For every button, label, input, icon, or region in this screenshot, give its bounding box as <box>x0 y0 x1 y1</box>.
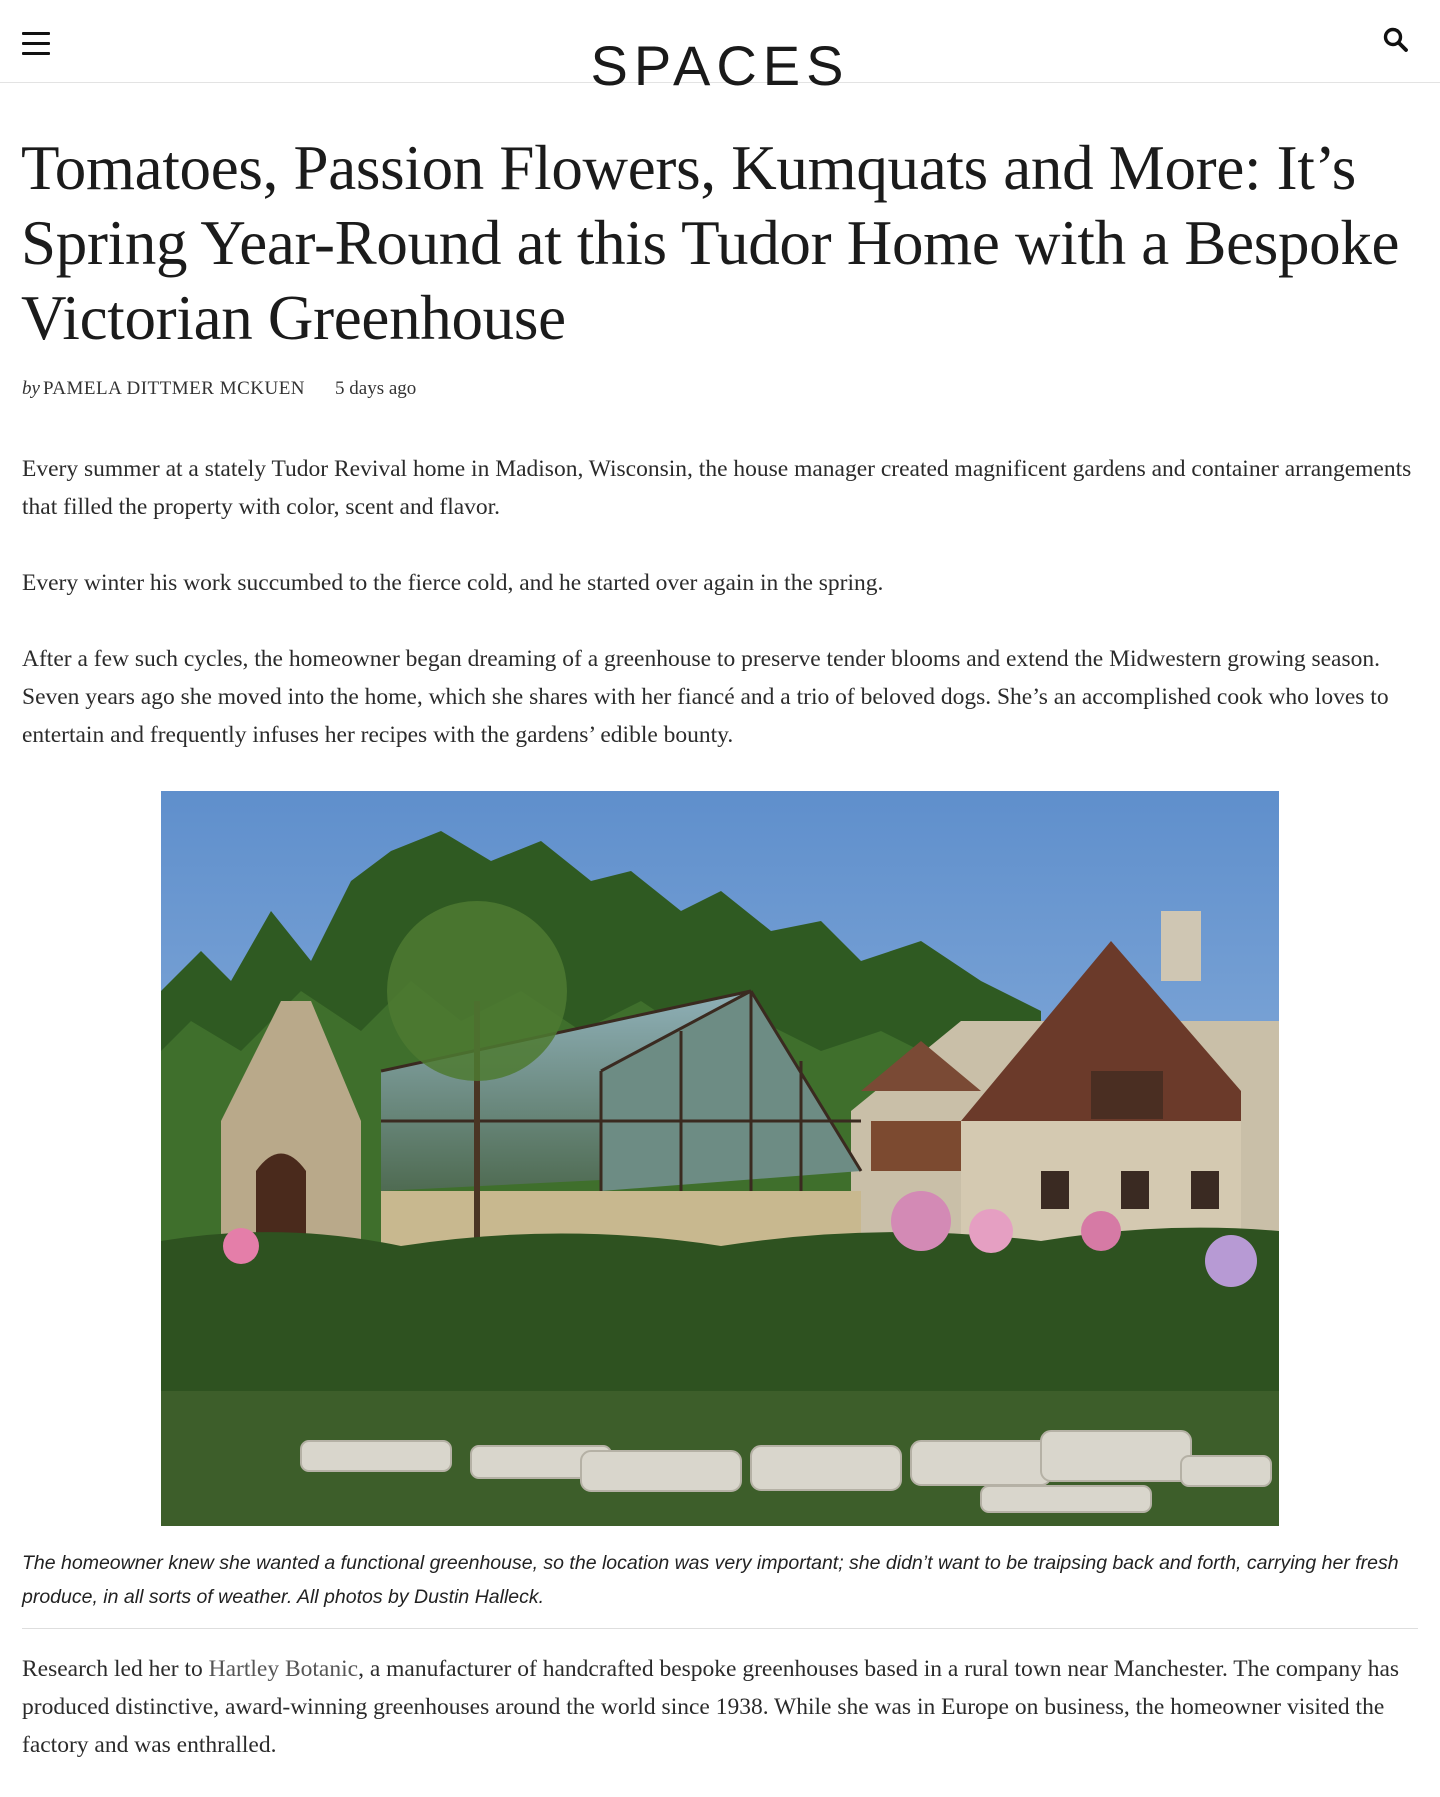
article-byline <box>22 378 416 400</box>
greenhouse-photo-illustration <box>161 791 1279 1526</box>
article-title: Tomatoes, Passion Flowers, Kumquats and More: It’s Spring Year-Round at this Tudor Home with a Bespoke Victorian Greenhouse <box>21 133 1400 353</box>
paragraph: Every winter his work succumbed to the fierce cold, and he started over again in the spring. <box>22 570 884 596</box>
publish-date: 5 days ago <box>335 378 417 399</box>
byline-prefix: by <box>22 378 40 399</box>
photo-caption: The homeowner knew she wanted a functional greenhouse, so the location was very important; she didn’t want to be traipsing back and forth, carrying her fresh produce, in all sorts of weather. All photos by Dustin Halleck. <box>22 1552 1399 1608</box>
divider <box>22 1628 1418 1629</box>
site-logo[interactable]: SPACES <box>590 34 850 97</box>
paragraph: Every summer at a stately Tudor Revival home in Madison, Wisconsin, the house manager created magnificent gardens and container arrangements that filled the property with color, scent and flavor. <box>22 456 1412 520</box>
article-photo <box>161 791 1279 1526</box>
site-header <box>0 0 1440 97</box>
paragraph-text: Research led her to <box>22 1656 209 1682</box>
hartley-botanic-link[interactable]: Hartley Botanic <box>208 1656 359 1682</box>
search-icon[interactable] <box>1382 26 1410 54</box>
paragraph <box>22 1650 1422 1764</box>
paragraph: After a few such cycles, the homeowner began dreaming of a greenhouse to preserve tender blooms and extend the Midwestern growing season. Seven years ago she moved into the home, which she shares with her fiancé and a trio of beloved dogs. She’s an accomplished cook who loves to entertain and frequently infuses her recipes with the gardens’ edible bounty. <box>22 646 1389 748</box>
author-link[interactable]: PAMELA DITTMER MCKUEN <box>42 378 306 399</box>
paragraph-text: , a manufacturer of handcrafted bespoke greenhouses based in a rural town near Manchester. The company has produced distinctive, award-winning greenhouses around the world since 1938. While she was in Europe on business, the homeowner visited the factory and was enthralled. <box>22 1656 1400 1758</box>
